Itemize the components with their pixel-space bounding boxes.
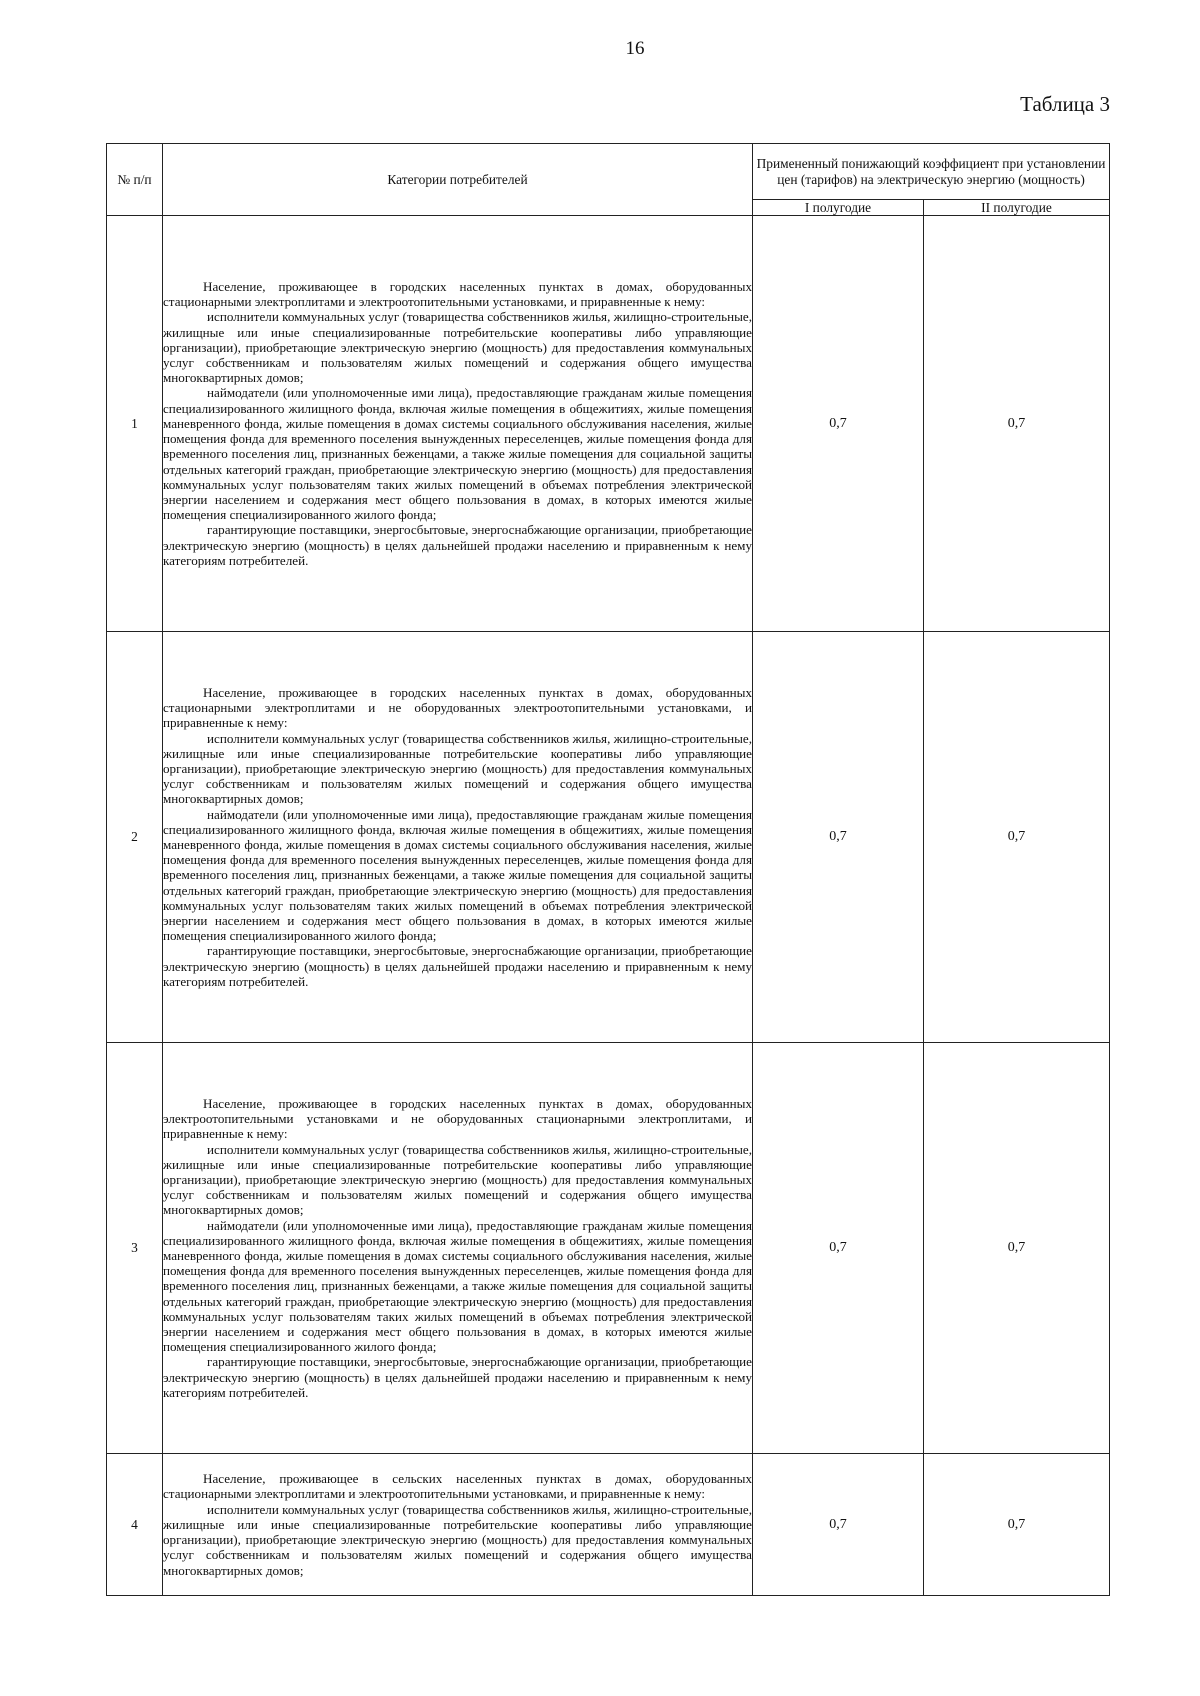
header-category: Категории потребителей [163, 144, 753, 216]
table-title: Таблица 3 [1020, 92, 1110, 116]
row-paragraph: Население, проживающее в городских населенных пунктах в домах, оборудованных электроотопительными установками и не оборудованных стационарными электроплитами, и приравненные к нему: [163, 1095, 752, 1142]
row-paragraph: наймодатели (или уполномоченные ими лица), предоставляющие гражданам жилые помещения специализированного жилищного фонда, включая жилые помещения в общежитиях, жилые помещения маневренного фонда, жилые помещения в домах системы социального обслуживания населения, жилые помещения фонда для временного поселения вынужденных переселенцев, жилые помещения фонда для временного поселения лиц, признанных беженцами, а также жилые помещения для социальной защиты отдельных категорий граждан, приобретающие электрическую энергию (мощность) для предоставления коммунальных услуг пользователям таких жилых помещений в объемах потребления электрической энергии населением и содержания мест общего пользования в домах, в которых имеются жилые помещения специализированного жилого фонда; [163, 806, 752, 944]
row-description [163, 216, 753, 632]
coef-second-half: 0,7 [924, 1454, 1110, 1596]
table-row [107, 1454, 1110, 1596]
table-row [107, 632, 1110, 1043]
row-number: 4 [107, 1454, 163, 1596]
coef-first-half: 0,7 [753, 1454, 924, 1596]
table-row [107, 216, 1110, 632]
row-paragraph: Население, проживающее в городских населенных пунктах в домах, оборудованных стационарными электроплитами и не оборудованных электроотопительными установками, и приравненные к нему: [163, 684, 752, 731]
page-number: 16 [625, 38, 645, 59]
row-paragraph: Население, проживающее в сельских населенных пунктах в домах, оборудованных стационарными электроплитами и электроотопительными установками, и приравненные к нему: [163, 1471, 752, 1502]
row-paragraph: исполнители коммунальных услуг (товарищества собственников жилья, жилищно-строительные, жилищные или иные специализированные потребительские кооперативы либо управляющие организации), приобретающие электрическую энергию (мощность) для предоставления коммунальных услуг собственникам и пользователям жилых помещений и содержания общего имущества многоквартирных домов; [163, 1501, 752, 1578]
row-description [163, 632, 753, 1043]
row-paragraph: исполнители коммунальных услуг (товарищества собственников жилья, жилищно-строительные, жилищные или иные специализированные потребительские кооперативы либо управляющие организации), приобретающие электрическую энергию (мощность) для предоставления коммунальных услуг собственникам и пользователям жилых помещений и содержания общего имущества многоквартирных домов; [163, 1141, 752, 1218]
row-paragraph: гарантирующие поставщики, энергосбытовые, энергоснабжающие организации, приобретающие электрическую энергию (мощность) в целях дальнейшей продажи населению и приравненным к нему категориям потребителей. [163, 1354, 752, 1400]
header-first-half: I полугодие [753, 200, 924, 216]
header-coefficient: Примененный понижающий коэффициент при установлении цен (тарифов) на электрическую энергию (мощность) [753, 144, 1110, 200]
coef-first-half: 0,7 [753, 216, 924, 632]
coef-first-half: 0,7 [753, 1043, 924, 1454]
row-paragraph: исполнители коммунальных услуг (товарищества собственников жилья, жилищно-строительные, жилищные или иные специализированные потребительские кооперативы либо управляющие организации), приобретающие электрическую энергию (мощность) для предоставления коммунальных услуг собственникам и пользователям жилых помещений и содержания общего имущества многоквартирных домов; [163, 309, 752, 386]
coef-second-half: 0,7 [924, 216, 1110, 632]
consumer-categories-table [106, 143, 1110, 1596]
row-number: 3 [107, 1043, 163, 1454]
row-description [163, 1454, 753, 1596]
row-paragraph: исполнители коммунальных услуг (товарищества собственников жилья, жилищно-строительные, жилищные или иные специализированные потребительские кооперативы либо управляющие организации), приобретающие электрическую энергию (мощность) для предоставления коммунальных услуг собственникам и пользователям жилых помещений и содержания общего имущества многоквартирных домов; [163, 730, 752, 807]
row-paragraph: гарантирующие поставщики, энергосбытовые, энергоснабжающие организации, приобретающие электрическую энергию (мощность) в целях дальнейшей продажи населению и приравненным к нему категориям потребителей. [163, 943, 752, 989]
header-second-half: II полугодие [924, 200, 1110, 216]
row-paragraph: гарантирующие поставщики, энергосбытовые, энергоснабжающие организации, приобретающие электрическую энергию (мощность) в целях дальнейшей продажи населению и приравненным к нему категориям потребителей. [163, 522, 752, 568]
row-paragraph: наймодатели (или уполномоченные ими лица), предоставляющие гражданам жилые помещения специализированного жилищного фонда, включая жилые помещения в общежитиях, жилые помещения маневренного фонда, жилые помещения в домах системы социального обслуживания населения, жилые помещения фонда для временного поселения вынужденных переселенцев, жилые помещения фонда для временного поселения лиц, признанных беженцами, а также жилые помещения для социальной защиты отдельных категорий граждан, приобретающие электрическую энергию (мощность) для предоставления коммунальных услуг пользователям таких жилых помещений в объемах потребления электрической энергии населением и содержания мест общего пользования в домах, в которых имеются жилые помещения специализированного жилого фонда; [163, 1217, 752, 1355]
coef-second-half: 0,7 [924, 1043, 1110, 1454]
row-number: 2 [107, 632, 163, 1043]
coef-second-half: 0,7 [924, 632, 1110, 1043]
header-number: № п/п [107, 144, 163, 216]
table-row [107, 1043, 1110, 1454]
row-number: 1 [107, 216, 163, 632]
row-paragraph: Население, проживающее в городских населенных пунктах в домах, оборудованных стационарными электроплитами и электроотопительными установками, и приравненные к нему: [163, 279, 752, 310]
coef-first-half: 0,7 [753, 632, 924, 1043]
row-description [163, 1043, 753, 1454]
row-paragraph: наймодатели (или уполномоченные ими лица), предоставляющие гражданам жилые помещения специализированного жилищного фонда, включая жилые помещения в общежитиях, жилые помещения маневренного фонда, жилые помещения в домах системы социального обслуживания населения, жилые помещения фонда для временного поселения вынужденных переселенцев, жилые помещения фонда для временного поселения лиц, признанных беженцами, а также жилые помещения для социальной защиты отдельных категорий граждан, приобретающие электрическую энергию (мощность) для предоставления коммунальных услуг пользователям таких жилых помещений в объемах потребления электрической энергии населением и содержания мест общего пользования в домах, в которых имеются жилые помещения специализированного жилого фонда; [163, 385, 752, 523]
